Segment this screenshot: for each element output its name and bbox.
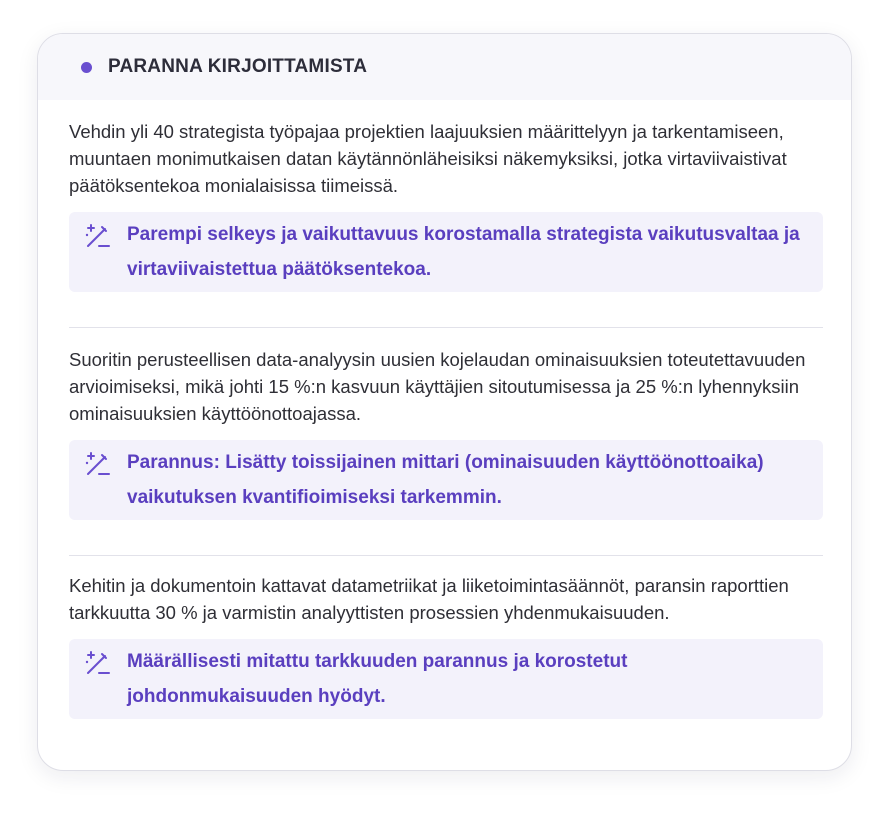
magic-wand-icon bbox=[83, 450, 111, 478]
card-title: PARANNA KIRJOITTAMISTA bbox=[108, 56, 368, 77]
card-header bbox=[38, 34, 851, 100]
suggestion-box[interactable] bbox=[69, 440, 823, 520]
list-item bbox=[69, 346, 823, 520]
status-dot bbox=[81, 62, 92, 73]
magic-wand-icon bbox=[83, 222, 111, 250]
divider bbox=[69, 327, 823, 328]
suggestion-box[interactable] bbox=[69, 212, 823, 292]
original-text: Vehdin yli 40 strategista työpajaa projektien laajuuksien määrittelyyn ja tarkentamiseen, muuntaen monimutkaisen datan käytännönläheisiksi näkemyksiksi, jotka virtaviivaistivat päätöksentekoa monialaisissa tiimeissä. bbox=[69, 121, 787, 196]
list-item bbox=[69, 572, 823, 719]
original-text: Suoritin perusteellisen data-analyysin uusien kojelaudan ominaisuuksien toteutettavuuden arvioimiseksi, mikä johti 15 %:n kasvuun käyttäjien sitoutumisessa ja 25 %:n lyhennyksiin ominaisuuksien käyttöönottoajassa. bbox=[69, 349, 806, 424]
list-item bbox=[69, 118, 823, 292]
magic-wand-icon bbox=[83, 649, 111, 677]
suggestion-text: Määrällisesti mitattu tarkkuuden parannus ja korostetut johdonmukaisuuden hyödyt. bbox=[127, 651, 628, 707]
suggestion-box[interactable] bbox=[69, 639, 823, 719]
suggestion-text: Parannus: Lisätty toissijainen mittari (ominaisuuden käyttöönottoaika) vaikutuksen kvantifioimiseksi tarkemmin. bbox=[127, 452, 764, 508]
suggestion-text: Parempi selkeys ja vaikuttavuus korostamalla strategista vaikutusvaltaa ja virtaviivaistettua päätöksentekoa. bbox=[127, 224, 800, 280]
divider bbox=[69, 555, 823, 556]
original-text: Kehitin ja dokumentoin kattavat datametriikat ja liiketoimintasäännöt, paransin raporttien tarkkuutta 30 % ja varmistin analyyttisten prosessien yhdenmukaisuuden. bbox=[69, 575, 789, 623]
improve-writing-card bbox=[37, 33, 852, 771]
